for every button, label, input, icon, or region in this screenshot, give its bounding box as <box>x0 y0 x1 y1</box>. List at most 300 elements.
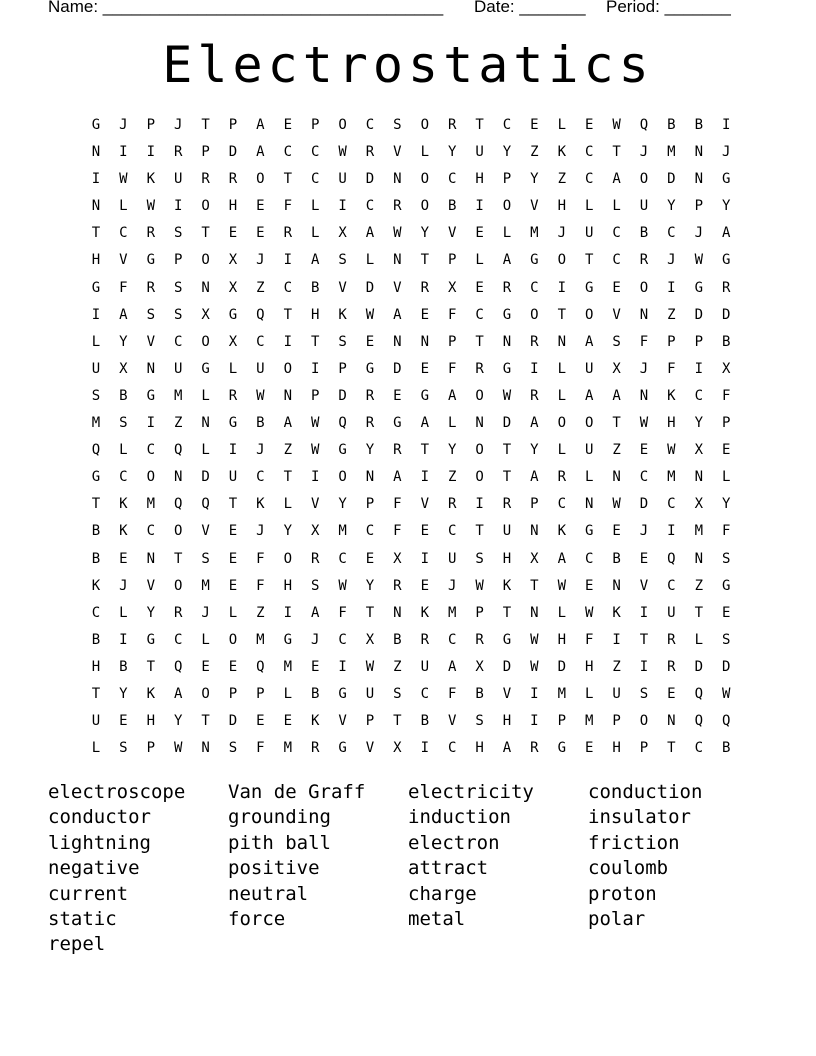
grid-letter[interactable]: G <box>201 360 210 377</box>
grid-letter[interactable]: L <box>201 387 210 404</box>
grid-letter[interactable]: N <box>530 604 539 621</box>
grid-letter[interactable]: P <box>173 252 183 269</box>
grid-letter[interactable]: E <box>283 713 293 730</box>
grid-letter[interactable]: B <box>91 523 101 540</box>
grid-letter[interactable]: W <box>612 496 621 513</box>
grid-letter[interactable]: H <box>584 658 594 675</box>
grid-letter[interactable]: D <box>667 171 676 188</box>
grid-letter[interactable]: H <box>612 740 621 757</box>
grid-letter[interactable]: C <box>694 387 704 404</box>
grid-letter[interactable]: Z <box>283 442 293 459</box>
grid-letter[interactable]: F <box>338 604 347 621</box>
grid-letter[interactable]: P <box>447 252 457 269</box>
grid-letter[interactable]: F <box>393 523 402 540</box>
grid-letter[interactable]: Z <box>447 469 457 486</box>
grid-letter[interactable]: G <box>530 252 539 269</box>
grid-letter[interactable]: V <box>393 279 402 296</box>
grid-letter[interactable]: H <box>91 252 101 269</box>
grid-letter[interactable]: P <box>502 171 512 188</box>
grid-letter[interactable]: C <box>447 631 457 648</box>
grid-letter[interactable]: W <box>584 604 594 621</box>
grid-letter[interactable]: Y <box>447 144 457 161</box>
grid-letter[interactable]: W <box>365 306 375 323</box>
grid-letter[interactable]: G <box>91 117 101 133</box>
grid-letter[interactable]: G <box>146 387 156 404</box>
grid-letter[interactable]: T <box>310 333 320 350</box>
grid-letter[interactable]: P <box>667 333 676 350</box>
grid-letter[interactable]: J <box>256 523 265 540</box>
grid-letter[interactable]: E <box>119 550 128 567</box>
grid-letter[interactable]: T <box>667 740 676 757</box>
grid-letter[interactable]: B <box>475 685 484 702</box>
grid-letter[interactable]: E <box>228 577 238 594</box>
grid-letter[interactable]: C <box>612 252 621 269</box>
grid-letter[interactable]: V <box>502 685 512 702</box>
grid-letter[interactable]: L <box>201 442 210 459</box>
grid-letter[interactable]: L <box>310 225 320 242</box>
grid-letter[interactable]: O <box>256 171 265 188</box>
grid-letter[interactable]: N <box>667 713 676 730</box>
grid-letter[interactable]: U <box>584 360 594 377</box>
grid-letter[interactable]: F <box>256 577 265 594</box>
grid-letter[interactable]: S <box>338 333 347 350</box>
grid-letter[interactable]: F <box>119 279 128 296</box>
grid-letter[interactable]: J <box>447 577 457 594</box>
grid-letter[interactable]: T <box>612 144 621 161</box>
grid-letter[interactable]: V <box>639 577 649 594</box>
grid-letter[interactable]: G <box>502 306 512 323</box>
grid-letter[interactable]: L <box>365 252 375 269</box>
grid-letter[interactable]: L <box>557 442 567 459</box>
grid-letter[interactable]: R <box>365 387 375 404</box>
grid-letter[interactable]: C <box>667 577 676 594</box>
grid-letter[interactable]: L <box>228 360 238 377</box>
grid-letter[interactable]: M <box>584 713 594 730</box>
grid-letter[interactable]: V <box>365 740 375 757</box>
grid-letter[interactable]: G <box>91 279 101 296</box>
grid-letter[interactable]: G <box>228 306 238 323</box>
grid-letter[interactable]: C <box>119 225 128 242</box>
grid-letter[interactable]: X <box>228 279 238 296</box>
grid-letter[interactable]: U <box>447 550 457 567</box>
grid-letter[interactable]: Q <box>256 306 265 323</box>
grid-letter[interactable]: L <box>310 198 320 215</box>
grid-letter[interactable]: X <box>228 333 238 350</box>
grid-letter[interactable]: O <box>639 279 649 296</box>
grid-letter[interactable]: S <box>146 306 156 323</box>
grid-letter[interactable]: C <box>420 685 430 702</box>
grid-letter[interactable]: T <box>557 306 567 323</box>
grid-letter[interactable]: L <box>283 496 293 513</box>
grid-letter[interactable]: I <box>91 306 101 323</box>
grid-letter[interactable]: S <box>338 252 347 269</box>
grid-letter[interactable]: T <box>173 550 183 567</box>
grid-letter[interactable]: G <box>502 360 512 377</box>
grid-letter[interactable]: H <box>283 577 293 594</box>
grid-letter[interactable]: G <box>721 171 731 188</box>
grid-letter[interactable]: P <box>530 496 539 513</box>
grid-letter[interactable]: A <box>612 387 621 404</box>
grid-letter[interactable]: K <box>119 496 128 513</box>
grid-letter[interactable]: U <box>667 604 676 621</box>
grid-letter[interactable]: M <box>256 631 265 648</box>
grid-letter[interactable]: Z <box>667 306 676 323</box>
grid-letter[interactable]: E <box>228 550 238 567</box>
grid-letter[interactable]: X <box>310 523 320 540</box>
grid-letter[interactable]: A <box>447 658 457 675</box>
grid-letter[interactable]: T <box>91 225 101 242</box>
grid-letter[interactable]: Y <box>119 333 128 350</box>
grid-letter[interactable]: Y <box>283 523 293 540</box>
grid-letter[interactable]: T <box>639 631 649 648</box>
grid-letter[interactable]: V <box>530 198 539 215</box>
grid-letter[interactable]: C <box>310 171 320 188</box>
grid-letter[interactable]: D <box>365 279 375 296</box>
grid-letter[interactable]: M <box>173 387 183 404</box>
grid-letter[interactable]: Y <box>365 577 375 594</box>
grid-letter[interactable]: I <box>420 469 430 486</box>
grid-letter[interactable]: N <box>201 740 210 757</box>
grid-letter[interactable]: G <box>146 252 156 269</box>
grid-letter[interactable]: J <box>119 577 128 594</box>
grid-letter[interactable]: X <box>201 306 210 323</box>
grid-letter[interactable]: P <box>256 685 265 702</box>
grid-letter[interactable]: O <box>173 577 183 594</box>
grid-letter[interactable]: A <box>420 415 430 432</box>
grid-letter[interactable]: L <box>91 333 101 350</box>
period-field[interactable]: Period: _______ <box>606 0 731 16</box>
grid-letter[interactable]: F <box>721 387 731 404</box>
grid-letter[interactable]: N <box>694 469 704 486</box>
grid-letter[interactable]: U <box>338 171 347 188</box>
grid-letter[interactable]: I <box>173 198 183 215</box>
grid-letter[interactable]: T <box>420 252 430 269</box>
grid-letter[interactable]: M <box>91 415 101 432</box>
grid-letter[interactable]: T <box>475 523 484 540</box>
grid-letter[interactable]: D <box>502 415 512 432</box>
grid-letter[interactable]: V <box>447 225 457 242</box>
grid-letter[interactable]: R <box>146 225 156 242</box>
grid-letter[interactable]: W <box>310 415 320 432</box>
grid-letter[interactable]: L <box>584 198 594 215</box>
grid-letter[interactable]: O <box>228 631 238 648</box>
grid-letter[interactable]: L <box>612 198 621 215</box>
grid-letter[interactable]: A <box>119 306 128 323</box>
grid-letter[interactable]: Y <box>694 415 704 432</box>
grid-letter[interactable]: K <box>146 685 156 702</box>
grid-letter[interactable]: I <box>420 550 430 567</box>
grid-letter[interactable]: Y <box>338 496 347 513</box>
grid-letter[interactable]: O <box>338 117 347 133</box>
grid-letter[interactable]: R <box>393 577 402 594</box>
grid-letter[interactable]: S <box>475 713 484 730</box>
grid-letter[interactable]: B <box>694 117 704 133</box>
grid-letter[interactable]: K <box>502 577 512 594</box>
grid-letter[interactable]: T <box>502 469 512 486</box>
grid-letter[interactable]: O <box>420 117 430 133</box>
grid-letter[interactable]: D <box>365 171 375 188</box>
grid-letter[interactable]: G <box>338 442 347 459</box>
grid-letter[interactable]: V <box>393 144 402 161</box>
grid-letter[interactable]: A <box>256 144 265 161</box>
grid-letter[interactable]: M <box>667 144 676 161</box>
grid-letter[interactable]: W <box>694 252 704 269</box>
grid-letter[interactable]: J <box>256 442 265 459</box>
grid-letter[interactable]: I <box>91 171 101 188</box>
grid-letter[interactable]: O <box>502 198 512 215</box>
grid-letter[interactable]: C <box>365 117 375 133</box>
grid-letter[interactable]: P <box>694 198 704 215</box>
grid-letter[interactable]: F <box>447 360 457 377</box>
grid-letter[interactable]: U <box>502 523 512 540</box>
grid-letter[interactable]: T <box>201 713 210 730</box>
grid-letter[interactable]: I <box>694 360 704 377</box>
grid-letter[interactable]: O <box>475 469 484 486</box>
grid-letter[interactable]: E <box>256 198 265 215</box>
grid-letter[interactable]: R <box>310 740 320 757</box>
grid-letter[interactable]: X <box>365 631 375 648</box>
grid-letter[interactable]: L <box>475 252 484 269</box>
grid-letter[interactable]: G <box>502 631 512 648</box>
grid-letter[interactable]: R <box>173 604 183 621</box>
grid-letter[interactable]: A <box>173 685 183 702</box>
grid-letter[interactable]: I <box>119 144 128 161</box>
grid-letter[interactable]: R <box>502 496 512 513</box>
grid-letter[interactable]: E <box>721 442 731 459</box>
grid-letter[interactable]: H <box>667 415 676 432</box>
grid-letter[interactable]: X <box>475 658 484 675</box>
grid-letter[interactable]: P <box>338 360 347 377</box>
grid-letter[interactable]: C <box>584 171 594 188</box>
grid-letter[interactable]: W <box>612 117 621 133</box>
grid-letter[interactable]: R <box>393 442 402 459</box>
grid-letter[interactable]: N <box>475 415 484 432</box>
grid-letter[interactable]: N <box>91 144 101 161</box>
grid-letter[interactable]: C <box>173 333 183 350</box>
grid-letter[interactable]: N <box>393 171 402 188</box>
grid-letter[interactable]: Y <box>173 713 183 730</box>
grid-letter[interactable]: J <box>721 144 731 161</box>
grid-letter[interactable]: A <box>502 740 512 757</box>
grid-letter[interactable]: N <box>694 144 704 161</box>
grid-letter[interactable]: R <box>475 360 484 377</box>
grid-letter[interactable]: A <box>310 252 320 269</box>
grid-letter[interactable]: N <box>146 550 156 567</box>
grid-letter[interactable]: F <box>256 740 265 757</box>
grid-letter[interactable]: V <box>338 713 347 730</box>
grid-letter[interactable]: A <box>530 469 539 486</box>
grid-letter[interactable]: Y <box>502 144 512 161</box>
grid-letter[interactable]: T <box>530 577 539 594</box>
grid-letter[interactable]: A <box>584 387 594 404</box>
grid-letter[interactable]: R <box>228 387 238 404</box>
grid-letter[interactable]: L <box>119 604 128 621</box>
grid-letter[interactable]: R <box>557 469 567 486</box>
grid-letter[interactable]: R <box>502 279 512 296</box>
grid-letter[interactable]: B <box>612 550 621 567</box>
grid-letter[interactable]: R <box>667 658 676 675</box>
grid-letter[interactable]: F <box>721 523 731 540</box>
grid-letter[interactable]: I <box>338 658 347 675</box>
grid-letter[interactable]: E <box>475 279 484 296</box>
grid-letter[interactable]: H <box>475 740 484 757</box>
grid-letter[interactable]: C <box>146 523 156 540</box>
grid-letter[interactable]: V <box>338 279 347 296</box>
grid-letter[interactable]: R <box>447 117 457 133</box>
grid-letter[interactable]: G <box>338 740 347 757</box>
grid-letter[interactable]: J <box>557 225 567 242</box>
grid-letter[interactable]: P <box>447 333 457 350</box>
grid-letter[interactable]: H <box>228 198 238 215</box>
grid-letter[interactable]: D <box>721 658 731 675</box>
grid-letter[interactable]: I <box>557 279 567 296</box>
grid-letter[interactable]: G <box>393 415 402 432</box>
grid-letter[interactable]: D <box>721 306 731 323</box>
grid-letter[interactable]: L <box>201 631 210 648</box>
grid-letter[interactable]: A <box>365 225 375 242</box>
grid-letter[interactable]: O <box>201 685 210 702</box>
grid-letter[interactable]: H <box>502 550 512 567</box>
grid-letter[interactable]: E <box>365 333 375 350</box>
grid-letter[interactable]: G <box>365 360 375 377</box>
grid-letter[interactable]: I <box>283 604 293 621</box>
grid-letter[interactable]: X <box>721 360 731 377</box>
grid-letter[interactable]: E <box>667 685 676 702</box>
grid-letter[interactable]: N <box>639 306 649 323</box>
grid-letter[interactable]: X <box>612 360 621 377</box>
grid-letter[interactable]: A <box>502 252 512 269</box>
grid-letter[interactable]: W <box>338 577 347 594</box>
grid-letter[interactable]: E <box>530 117 539 133</box>
grid-letter[interactable]: D <box>502 658 512 675</box>
grid-letter[interactable]: X <box>119 360 128 377</box>
grid-letter[interactable]: I <box>119 631 128 648</box>
grid-letter[interactable]: P <box>365 713 375 730</box>
grid-letter[interactable]: N <box>146 360 156 377</box>
grid-letter[interactable]: I <box>283 252 293 269</box>
grid-letter[interactable]: S <box>119 415 128 432</box>
grid-letter[interactable]: X <box>694 442 704 459</box>
grid-letter[interactable]: W <box>530 658 539 675</box>
grid-letter[interactable]: T <box>283 469 293 486</box>
grid-letter[interactable]: G <box>721 577 731 594</box>
grid-letter[interactable]: Y <box>667 198 676 215</box>
grid-letter[interactable]: Q <box>173 496 183 513</box>
grid-letter[interactable]: L <box>228 604 238 621</box>
grid-letter[interactable]: G <box>146 631 156 648</box>
grid-letter[interactable]: P <box>228 685 238 702</box>
grid-letter[interactable]: E <box>584 117 594 133</box>
grid-letter[interactable]: W <box>256 387 265 404</box>
grid-letter[interactable]: E <box>201 658 210 675</box>
grid-letter[interactable]: P <box>228 117 238 133</box>
grid-letter[interactable]: R <box>420 631 430 648</box>
grid-letter[interactable]: S <box>173 279 183 296</box>
grid-letter[interactable]: T <box>475 117 484 133</box>
grid-letter[interactable]: U <box>228 469 238 486</box>
grid-letter[interactable]: R <box>721 279 731 296</box>
grid-letter[interactable]: A <box>612 171 621 188</box>
grid-letter[interactable]: E <box>365 550 375 567</box>
grid-letter[interactable]: B <box>667 117 676 133</box>
grid-letter[interactable]: Y <box>530 171 539 188</box>
grid-letter[interactable]: C <box>365 523 375 540</box>
grid-letter[interactable]: N <box>502 333 512 350</box>
grid-letter[interactable]: J <box>256 252 265 269</box>
grid-letter[interactable]: A <box>283 415 293 432</box>
grid-letter[interactable]: I <box>283 333 293 350</box>
grid-letter[interactable]: T <box>283 306 293 323</box>
grid-letter[interactable]: C <box>447 740 457 757</box>
grid-letter[interactable]: A <box>584 333 594 350</box>
grid-letter[interactable]: E <box>393 387 402 404</box>
grid-letter[interactable]: F <box>667 360 676 377</box>
grid-letter[interactable]: L <box>557 360 567 377</box>
grid-letter[interactable]: Y <box>420 225 430 242</box>
grid-letter[interactable]: E <box>256 225 265 242</box>
grid-letter[interactable]: O <box>283 550 293 567</box>
grid-letter[interactable]: C <box>667 496 676 513</box>
grid-letter[interactable]: S <box>721 550 731 567</box>
grid-letter[interactable]: Q <box>721 713 731 730</box>
grid-letter[interactable]: N <box>420 333 430 350</box>
grid-letter[interactable]: I <box>612 631 621 648</box>
grid-letter[interactable]: L <box>557 117 567 133</box>
grid-letter[interactable]: O <box>475 442 484 459</box>
grid-letter[interactable]: C <box>667 225 676 242</box>
grid-letter[interactable]: Y <box>119 685 128 702</box>
grid-letter[interactable]: C <box>338 550 347 567</box>
grid-letter[interactable]: X <box>393 740 402 757</box>
grid-letter[interactable]: C <box>584 144 594 161</box>
grid-letter[interactable]: P <box>146 740 156 757</box>
grid-letter[interactable]: D <box>393 360 402 377</box>
grid-letter[interactable]: N <box>694 550 704 567</box>
grid-letter[interactable]: Y <box>447 442 457 459</box>
grid-letter[interactable]: S <box>91 387 101 404</box>
grid-letter[interactable]: T <box>146 658 156 675</box>
grid-letter[interactable]: D <box>639 496 649 513</box>
grid-letter[interactable]: M <box>283 740 293 757</box>
grid-letter[interactable]: L <box>119 442 128 459</box>
grid-letter[interactable]: E <box>310 658 320 675</box>
grid-letter[interactable]: O <box>530 306 539 323</box>
grid-letter[interactable]: G <box>557 740 567 757</box>
grid-letter[interactable]: J <box>639 523 649 540</box>
grid-letter[interactable]: S <box>201 550 210 567</box>
grid-letter[interactable]: K <box>557 144 567 161</box>
grid-letter[interactable]: I <box>639 658 649 675</box>
grid-letter[interactable]: U <box>256 360 265 377</box>
grid-letter[interactable]: K <box>310 713 320 730</box>
grid-letter[interactable]: V <box>146 333 156 350</box>
grid-letter[interactable]: Q <box>173 442 183 459</box>
grid-letter[interactable]: R <box>667 631 676 648</box>
grid-letter[interactable]: E <box>420 523 430 540</box>
grid-letter[interactable]: N <box>393 604 402 621</box>
grid-letter[interactable]: D <box>338 387 347 404</box>
grid-letter[interactable]: M <box>667 469 676 486</box>
grid-letter[interactable]: C <box>310 144 320 161</box>
grid-letter[interactable]: G <box>721 252 731 269</box>
grid-letter[interactable]: O <box>639 713 649 730</box>
grid-letter[interactable]: P <box>475 604 484 621</box>
grid-letter[interactable]: K <box>420 604 430 621</box>
grid-letter[interactable]: M <box>530 225 539 242</box>
grid-letter[interactable]: N <box>584 496 594 513</box>
grid-letter[interactable]: A <box>256 117 265 133</box>
grid-letter[interactable]: L <box>447 415 457 432</box>
